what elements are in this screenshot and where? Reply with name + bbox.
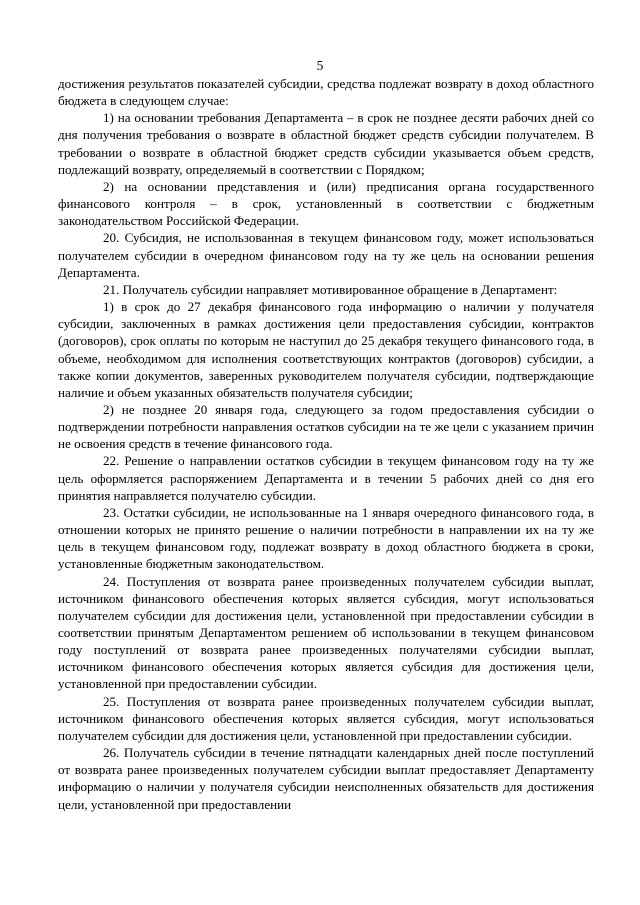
paragraph: 21. Получатель субсидии направляет мотивированное обращение в Департамент: (103, 281, 558, 297)
paragraph: 1) в срок до 27 декабря финансового года информацию о наличии у получателя субсидии, заключенных в рамках достижения цели предоставления субсидии, контрактов (договоров), срок оплаты по которым не наступил до 25 декабря текущего финансового года, в объеме, необходимом для исполнения соответствующих контрактов (договоров) субсидии, а также копии документов, заверенных руководителем получателя субсидии, подтверждающие наличие и объем указанных обязательств получателя субсидии; (58, 299, 594, 400)
paragraph: 22. Решение о направлении остатков субсидии в текущем финансовом году на ту же цель оформляется распоряжением Департамента и в течении 5 рабочих дней со дня его принятия направляется получателю субсидии. (58, 453, 594, 503)
paragraph: 24. Поступления от возврата ранее произведенных получателем субсидии выплат, источником финансового обеспечения которых является субсидия, могут использоваться получателем субсидии для достижения цели, установленной при предоставлении субсидии в соответствии принятым Департаментом решением об использовании в текущем финансовом году поступлений от возврата ранее произведенных получателями субсидии выплат, источником финансового обеспечения которых является субсидия для достижения цели, установленной при предоставлении субсидии. (58, 573, 594, 692)
page-number: 5 (316, 58, 324, 73)
paragraph: 2) не позднее 20 января года, следующего за годом предоставления субсидии о подтверждении потребности направления остатков субсидии на те же цели с указанием причин не освоения средств в течение финансового года. (58, 401, 594, 452)
paragraph: достижения результатов показателей субсидии, средства подлежат возврату в доход областного бюджета в следующем случае: (58, 76, 594, 109)
paragraph: 25. Поступления от возврата ранее произведенных получателем субсидии выплат, источником финансового обеспечения которых является субсидия, могут использоваться получателем субсидии для достижения цели, установленной при предоставлении субсидии. (58, 693, 594, 743)
paragraph: 26. Получатель субсидии в течение пятнадцати календарных дней после поступлений от возврата ранее произведенных получателем субсидии выплат предоставляет Департаменту информацию о наличии у получателя субсидии неисполненных обязательств для достижения цели, установленной при предоставлении (58, 745, 594, 812)
paragraph: 2) на основании представления и (или) предписания органа государственного финансового контроля – в срок, установленный в соответствии с бюджетным законодательством Российской Федерации. (58, 178, 594, 229)
paragraph: 23. Остатки субсидии, не использованные на 1 января очередного финансового года, в отношении которых не принято решение о наличии потребности в направлении их на ту же цель в текущем финансовом году, подлежат возврату в доход областного бюджета в сроки, установленные бюджетным законодательством. (58, 504, 594, 572)
paragraph: 1) на основании требования Департамента – в срок не позднее десяти рабочих дней со дня получения требования о возврате в областной бюджет средств субсидии получателем. В требовании о возврате в областной бюджет средств субсидии указывается объем средств, подлежащий возврату, определяемый в соответствии с Порядком; (58, 110, 594, 177)
document-body (58, 75, 594, 813)
paragraph: 20. Субсидия, не использованная в текущем финансовом году, может использоваться получателем субсидии в очередном финансовом году на ту же цель на основании решения Департамента. (58, 230, 594, 280)
